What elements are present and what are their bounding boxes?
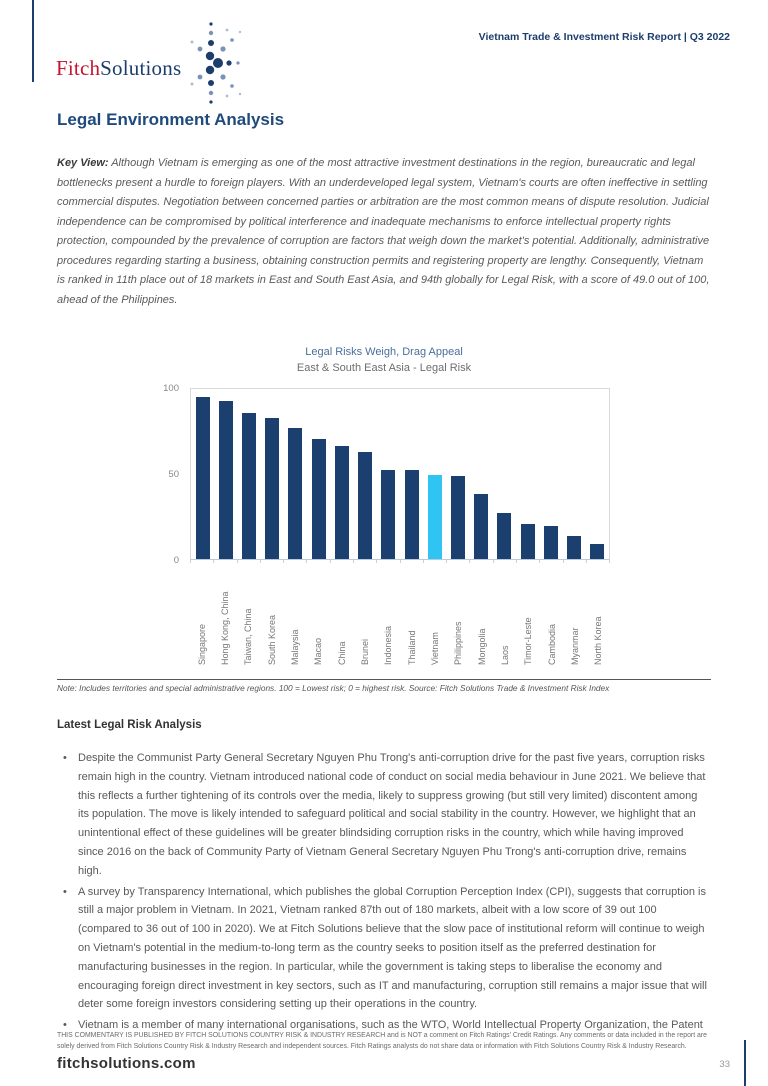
- bar-column-vietnam: [423, 389, 446, 559]
- main-content: [57, 110, 711, 1037]
- x-tick: [377, 560, 400, 563]
- bar-china: [335, 446, 349, 560]
- bar-laos: [497, 513, 511, 559]
- page-number: 33: [719, 1059, 730, 1070]
- x-tick: [470, 560, 493, 563]
- bar-column-timor-leste: [516, 389, 539, 559]
- x-tick: [354, 560, 377, 563]
- x-axis-label-south-korea: South Korea: [266, 614, 277, 665]
- bar-column-mongolia: [470, 389, 493, 559]
- bar-timor-leste: [521, 524, 535, 559]
- x-tick: [564, 560, 587, 563]
- y-tick-50: 50: [168, 469, 179, 480]
- analysis-bullet-1: • Despite the Communist Party General Secretary Nguyen Phu Trong's anti-corruption drive for the past five years, corruption risks remain high in the country. Vietnam introduced national code of conduct on social media behaviour in June 2021. We believe that this reflects a further tightening of its controls over the media, likely to suppress growing (but still very limited) discontent among its population. The move is likely intended to safeguard political and social stability in the country. However, we highlight that an unintentional effect of these guidelines will be greater blindsiding corruption risks in the country, which while having improved since 2016 on the back of Community Party of Vietnam General Secretary Nguyen Phu Trong's anti-corruption drive, remains high.: [57, 749, 711, 881]
- logo-wordmark: [56, 56, 181, 81]
- bar-column-china: [330, 389, 353, 559]
- x-axis-label-thailand: Thailand: [406, 630, 417, 665]
- bar-north-korea: [590, 544, 604, 559]
- key-view-label: Key View:: [57, 157, 109, 169]
- x-tick: [447, 560, 470, 563]
- chart-area: [157, 383, 612, 665]
- x-tick: [284, 560, 307, 563]
- key-view-paragraph: [57, 154, 711, 310]
- x-axis-label-myanmar: Myanmar: [569, 627, 580, 665]
- x-tick: [190, 560, 214, 563]
- bar-macao: [312, 439, 326, 559]
- bar-column-hong-kong-china: [214, 389, 237, 559]
- x-label-cell-indonesia: [377, 567, 400, 665]
- bar-column-indonesia: [377, 389, 400, 559]
- x-label-cell-north-korea: [587, 567, 610, 665]
- logo-starburst-icon: [183, 18, 245, 115]
- fitch-solutions-logo: [56, 22, 245, 115]
- bar-column-laos: [493, 389, 516, 559]
- x-tick: [214, 560, 237, 563]
- bar-column-cambodia: [539, 389, 562, 559]
- x-label-cell-taiwan-china: [237, 567, 260, 665]
- x-axis-label-north-korea: North Korea: [593, 616, 604, 665]
- x-axis-label-hong-kong-china: Hong Kong, China: [219, 591, 230, 665]
- x-axis-label-timor-leste: Timor-Leste: [523, 617, 534, 665]
- analysis-bullet-3: • Vietnam is a member of many international organisations, such as the WTO, World Intellectual Property Organization, the Patent: [57, 1016, 711, 1035]
- x-label-cell-mongolia: [470, 567, 493, 665]
- x-axis-label-malaysia: Malaysia: [289, 629, 300, 665]
- bar-cambodia: [544, 526, 558, 560]
- x-axis-label-vietnam: Vietnam: [429, 632, 440, 665]
- x-axis-label-macao: Macao: [313, 637, 324, 665]
- chart-bottom-rule: [57, 679, 711, 680]
- analysis-bullet-list: [57, 749, 711, 1035]
- key-view-text: Although Vietnam is emerging as one of the most attractive investment destinations in the region, bureaucratic and legal bottlenecks present a hurdle to foreign players. With an underdeveloped legal system, Vietnam's courts are often ineffective in settling commercial disputes. Negotiation between concerned parties or arbitration are the most common means of dispute resolution. Judicial independence can be compromised by political interference and inadequate mechanisms to enforce intellectual property rights protection, compounded by the prevalence of corruption are factors that weigh down the market's potential. Additionally, administrative procedures regarding starting a business, obtaining construction permits and registering property are lengthy. Consequently, Vietnam is ranked in 11th place out of 18 markets in East and South East Asia, and 94th globally for Legal Risk, with a score of 49.0 out of 100, ahead of the Philippines.: [57, 157, 710, 306]
- logo-fitch-text: Fitch: [56, 56, 101, 80]
- x-tick: [261, 560, 284, 563]
- bar-taiwan-china: [242, 413, 256, 559]
- legal-risk-chart: [57, 346, 711, 693]
- right-margin-rule: [744, 1040, 746, 1086]
- x-label-cell-malaysia: [283, 567, 306, 665]
- bar-myanmar: [567, 536, 581, 559]
- chart-title: Legal Risks Weigh, Drag Appeal: [305, 346, 463, 358]
- bar-brunei: [358, 452, 372, 559]
- bar-column-philippines: [446, 389, 469, 559]
- x-axis-label-brunei: Brunei: [359, 638, 370, 665]
- y-tick-0: 0: [173, 555, 179, 566]
- x-axis-label-cambodia: Cambodia: [546, 623, 557, 665]
- bar-column-singapore: [191, 389, 214, 559]
- footer-disclaimer: THIS COMMENTARY IS PUBLISHED BY FITCH SOLUTIONS COUNTRY RISK & INDUSTRY RESEARCH and is NOT a comment on Fitch Ratings' Credit Ratings. Any comments or data included in the report are solely derived from Fitch Solutions Country Risk & Industry Research and independent sources. Fitch Ratings analysts do not share data or information with Fitch Solutions Country Risk & Industry Research.: [57, 1032, 708, 1050]
- x-axis-label-indonesia: Indonesia: [383, 625, 394, 665]
- page-header: [0, 0, 768, 88]
- y-axis: [155, 383, 185, 566]
- x-label-cell-myanmar: [563, 567, 586, 665]
- x-label-cell-hong-kong-china: [213, 567, 236, 665]
- bar-column-macao: [307, 389, 330, 559]
- x-label-cell-south-korea: [260, 567, 283, 665]
- x-axis-label-singapore: Singapore: [196, 623, 207, 665]
- x-label-cell-macao: [307, 567, 330, 665]
- x-tick: [540, 560, 563, 563]
- x-label-cell-thailand: [400, 567, 423, 665]
- x-label-cell-timor-leste: [517, 567, 540, 665]
- x-label-cell-laos: [493, 567, 516, 665]
- footer-site-link[interactable]: fitchsolutions.com: [57, 1055, 196, 1072]
- bar-vietnam: [428, 475, 442, 559]
- bar-south-korea: [265, 418, 279, 559]
- analysis-bullet-2: • A survey by Transparency International, which publishes the global Corruption Perception Index (CPI), suggests that corruption is still a major problem in Vietnam. In 2021, Vietnam ranked 87th out of 180 markets, albeit with a low score of 39 out 100 (compared to 36 out of 100 in 2020). We at Fitch Solutions believe that the slow pace of institutional reform will continue to weigh on Vietnam's potential in the medium-to-long term as the country seeks to position itself as the preferred destination for manufacturing businesses in the region. In particular, while the government is taking steps to liberalise the economy and encouraging foreign direct investment in key sectors, such as IT and manufacturing, corruption still remains a major issue that will deter some foreign investors considering setting up their operations in the country.: [57, 883, 711, 1015]
- x-label-cell-philippines: [447, 567, 470, 665]
- bar-malaysia: [288, 428, 302, 559]
- bar-indonesia: [381, 470, 395, 559]
- bar-column-myanmar: [563, 389, 586, 559]
- logo-solutions-text: Solutions: [100, 56, 182, 80]
- bar-column-taiwan-china: [237, 389, 260, 559]
- bar-philippines: [451, 476, 465, 559]
- x-tick: [307, 560, 330, 563]
- x-label-cell-china: [330, 567, 353, 665]
- bar-column-brunei: [354, 389, 377, 559]
- x-tick: [238, 560, 261, 563]
- x-axis-label-china: China: [336, 641, 347, 665]
- report-title: Vietnam Trade & Investment Risk Report | Q3 2022: [478, 31, 730, 43]
- bar-singapore: [196, 397, 210, 559]
- analysis-heading: Latest Legal Risk Analysis: [57, 719, 202, 731]
- chart-subtitle: East & South East Asia - Legal Risk: [296, 362, 472, 374]
- bar-column-thailand: [400, 389, 423, 559]
- x-tick: [587, 560, 610, 563]
- x-tick: [401, 560, 424, 563]
- x-label-cell-brunei: [353, 567, 376, 665]
- bar-hong-kong-china: [219, 401, 233, 559]
- bar-thailand: [405, 470, 419, 559]
- x-tick: [517, 560, 540, 563]
- y-tick-100: 100: [163, 383, 179, 394]
- x-axis-labels: [190, 567, 610, 665]
- bar-mongolia: [474, 494, 488, 559]
- page-title: Legal Environment Analysis: [57, 110, 285, 129]
- x-axis-label-laos: Laos: [499, 645, 510, 665]
- x-label-cell-cambodia: [540, 567, 563, 665]
- page-footer: [57, 1031, 711, 1072]
- x-label-cell-singapore: [190, 567, 213, 665]
- x-tick: [494, 560, 517, 563]
- bar-column-malaysia: [284, 389, 307, 559]
- x-axis-label-taiwan-china: Taiwan, China: [243, 608, 254, 665]
- x-axis-label-mongolia: Mongolia: [476, 628, 487, 665]
- x-axis-label-philippines: Philippines: [453, 621, 464, 665]
- chart-note: Note: Includes territories and special administrative regions. 100 = Lowest risk; 0 = highest risk. Source: Fitch Solutions Trade & Investment Risk Index: [57, 683, 610, 693]
- bar-column-north-korea: [586, 389, 609, 559]
- bar-column-south-korea: [261, 389, 284, 559]
- x-axis-ticks: [190, 560, 610, 563]
- x-tick: [424, 560, 447, 563]
- x-label-cell-vietnam: [423, 567, 446, 665]
- x-tick: [331, 560, 354, 563]
- chart-plot: [190, 388, 610, 560]
